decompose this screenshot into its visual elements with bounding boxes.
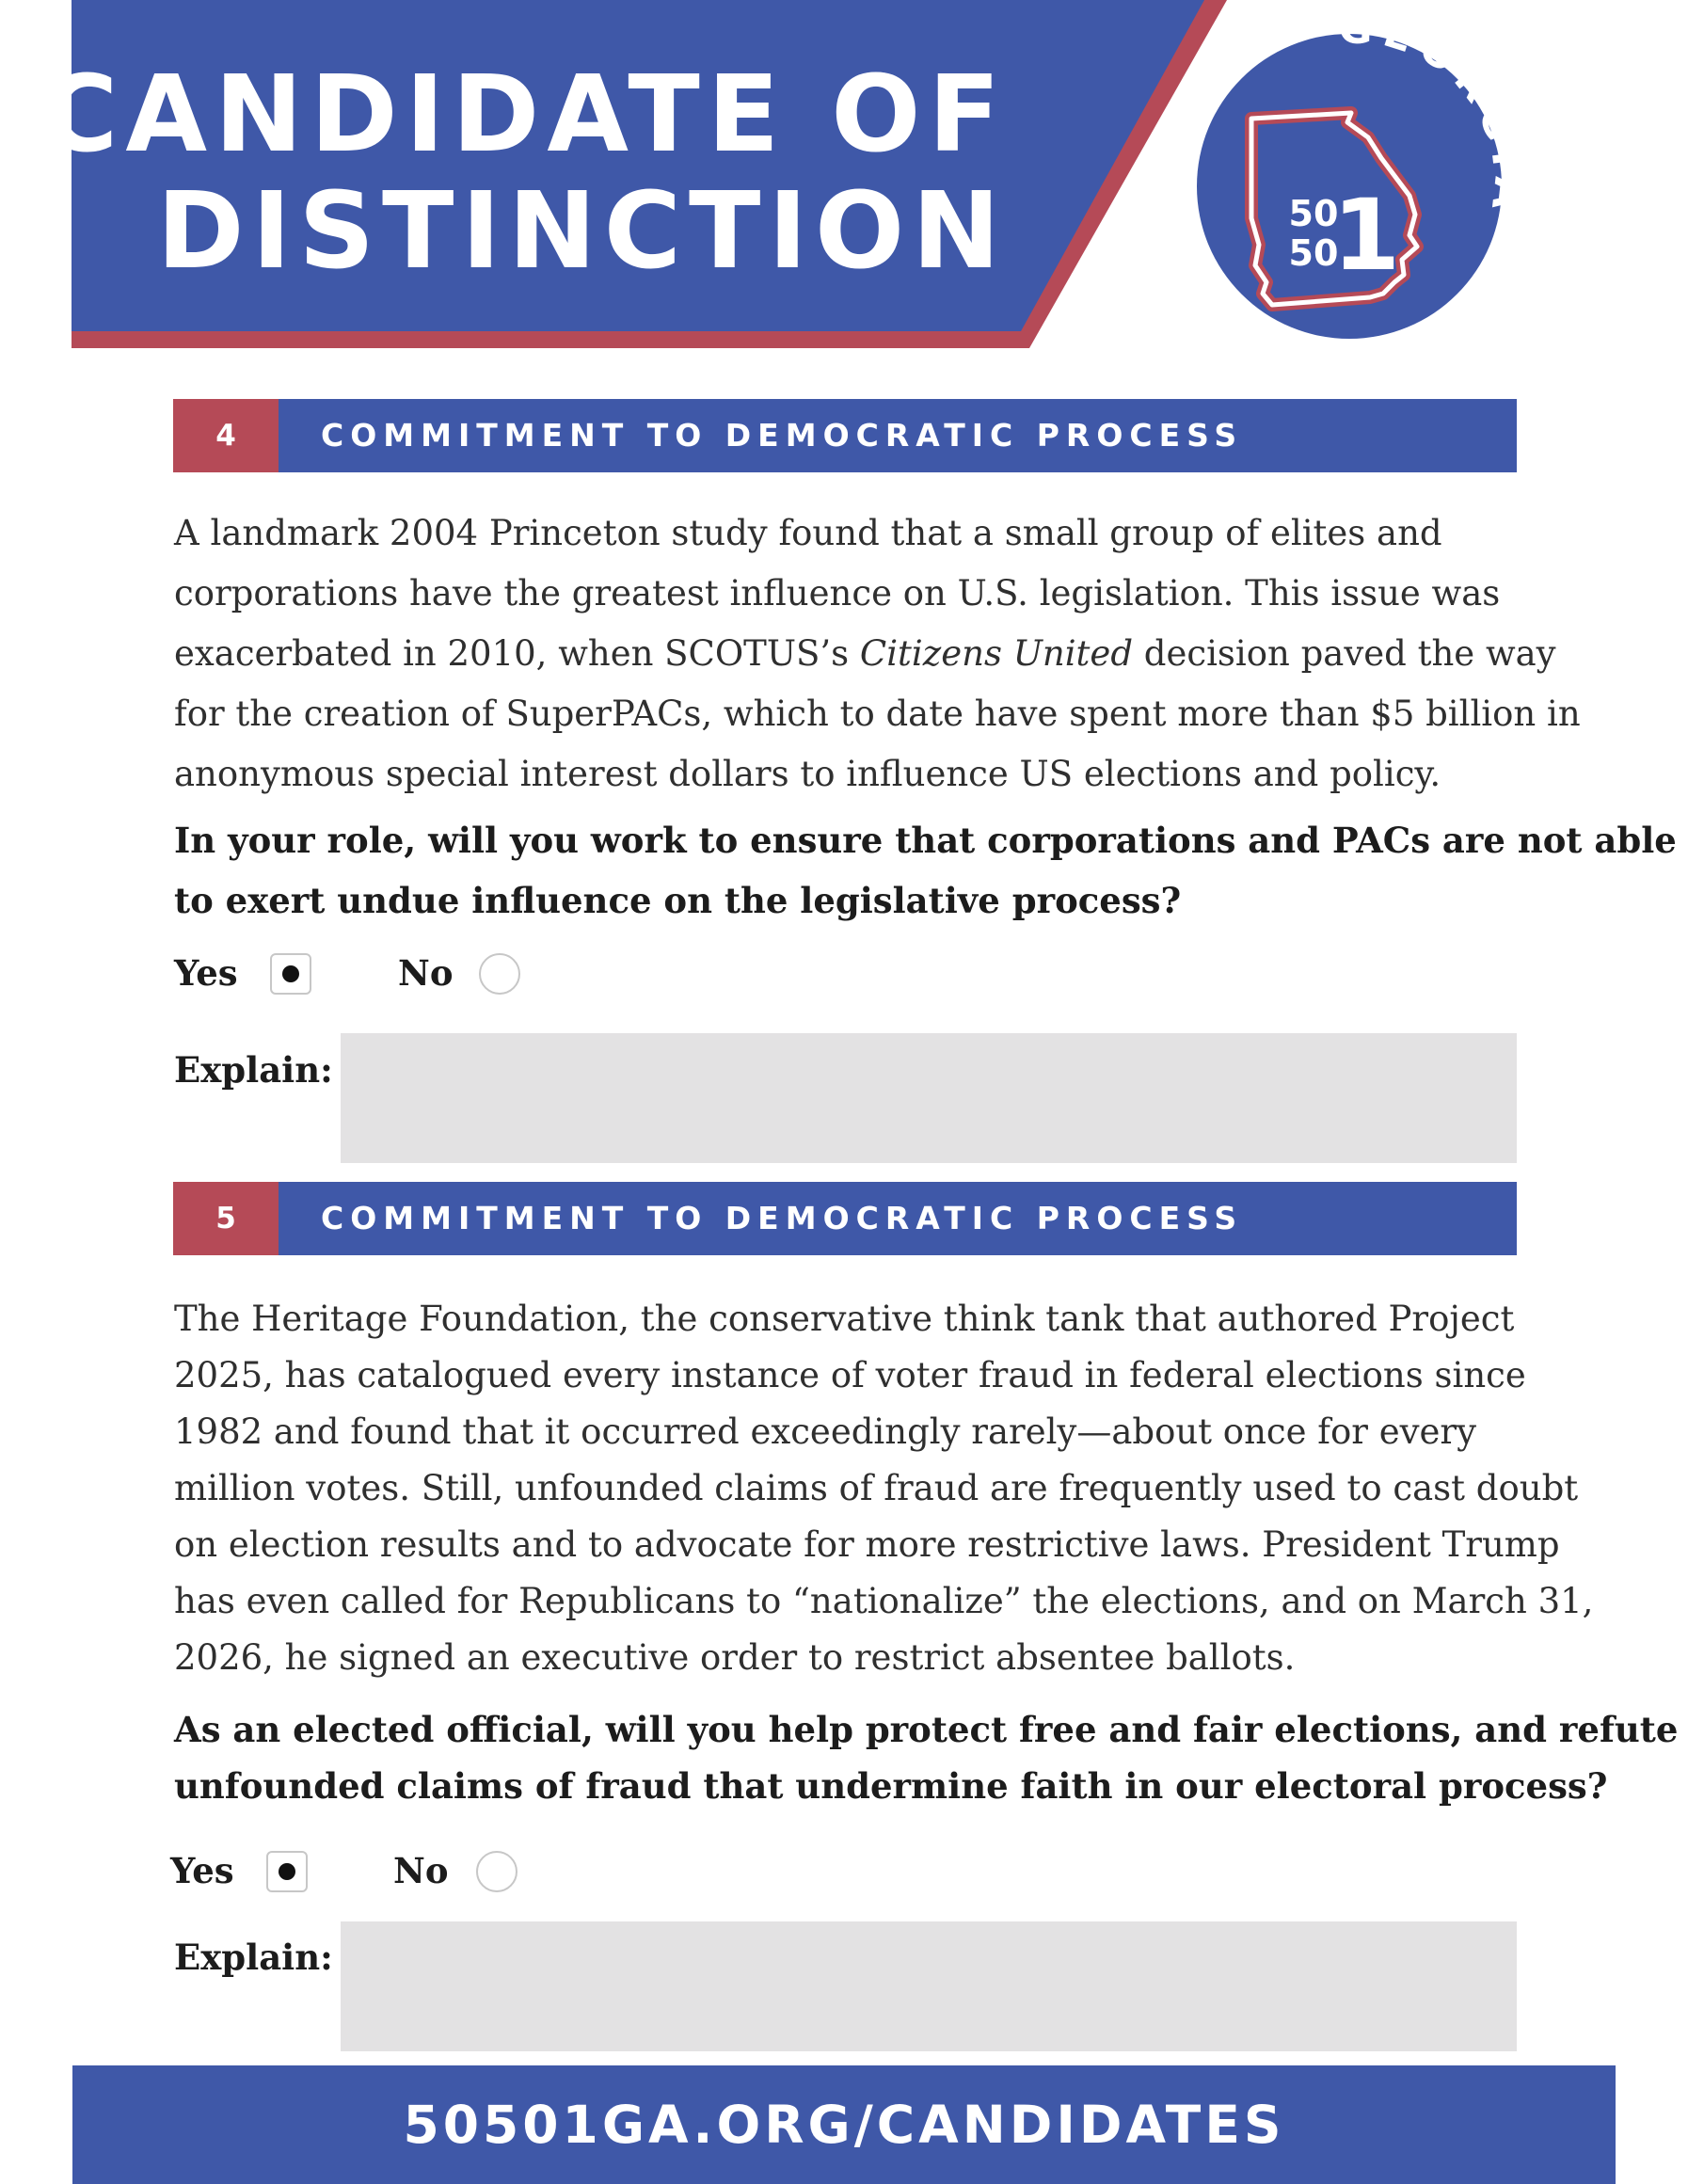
selected-dot: [282, 965, 299, 982]
explain-field[interactable]: [341, 1033, 1517, 1163]
paragraph-line: anonymous special interest dollars to influence US elections and policy.: [174, 754, 1441, 794]
question-line: As an elected official, will you help protect free and fair elections, and refute: [174, 1709, 1679, 1750]
section-number: 4: [173, 399, 279, 472]
case-name-italic: Citizens United: [859, 633, 1134, 674]
paragraph-line: on election results and to advocate for more restrictive laws. President Trump: [174, 1524, 1560, 1565]
explain-label: Explain:: [174, 1049, 333, 1091]
question-line: In your role, will you work to ensure that corporations and PACs are not able: [174, 820, 1677, 861]
logo-number-bottom: 50: [1288, 232, 1339, 274]
section-5-header: [173, 1182, 1517, 1255]
selected-dot: [279, 1863, 295, 1880]
footer-bar: [72, 2065, 1616, 2184]
logo-number-top: 50: [1288, 193, 1339, 234]
no-label: No: [393, 1850, 449, 1891]
paragraph-line: A landmark 2004 Princeton study found that a small group of elites and: [174, 513, 1442, 553]
no-label: No: [398, 952, 454, 994]
logo-badge: [1197, 5, 1533, 339]
yes-label: Yes: [170, 1850, 234, 1891]
logo-number-one: 1: [1331, 178, 1401, 293]
paragraph-line: million votes. Still, unfounded claims of fraud are frequently used to cast doubt: [174, 1468, 1579, 1508]
yes-radio[interactable]: [266, 1851, 308, 1892]
paragraph-line: 2026, he signed an executive order to restrict absentee ballots.: [174, 1637, 1296, 1678]
question-line: unfounded claims of fraud that undermine faith in our electoral process?: [174, 1765, 1608, 1807]
section-title: COMMITMENT TO DEMOCRATIC PROCESS: [321, 1200, 1244, 1236]
section-4-header: [173, 399, 1517, 472]
logo-arc-text: GEORGIA: [1338, 5, 1534, 221]
explain-label: Explain:: [174, 1937, 333, 1978]
page-title-line-2: DISTINCTION: [156, 170, 1008, 293]
footer-url-link[interactable]: 50501GA.ORG/CANDIDATES: [403, 2095, 1285, 2155]
page-title-line-1: CANDIDATE OF: [40, 54, 1008, 176]
yes-label: Yes: [174, 952, 238, 994]
section-title: COMMITMENT TO DEMOCRATIC PROCESS: [321, 417, 1244, 454]
section-4-paragraph: [174, 503, 1581, 805]
paragraph-text: exacerbated in 2010, when SCOTUS’s: [174, 633, 860, 674]
section-number: 5: [173, 1182, 279, 1255]
paragraph-text: decision paved the way: [1133, 633, 1556, 674]
no-radio[interactable]: [479, 953, 520, 995]
paragraph-line: has even called for Republicans to “nationalize” the elections, and on March 31,: [174, 1581, 1594, 1621]
section-5-question: [174, 1701, 1679, 1814]
yes-radio[interactable]: [270, 953, 311, 995]
question-line: to exert undue influence on the legislative process?: [174, 880, 1182, 921]
no-radio[interactable]: [476, 1851, 518, 1892]
section-5-paragraph: [174, 1291, 1594, 1686]
paragraph-line: 2025, has catalogued every instance of voter fraud in federal elections since: [174, 1355, 1526, 1395]
paragraph-line: corporations have the greatest influence on U.S. legislation. This issue was: [174, 573, 1501, 614]
paragraph-line: The Heritage Foundation, the conservative think tank that authored Project: [174, 1299, 1515, 1339]
section-4-question: [174, 810, 1677, 931]
paragraph-line: 1982 and found that it occurred exceedingly rarely—about once for every: [174, 1411, 1476, 1452]
explain-field[interactable]: [341, 1921, 1517, 2051]
paragraph-line: [174, 624, 1556, 684]
paragraph-line: for the creation of SuperPACs, which to date have spent more than $5 billion in: [174, 693, 1581, 734]
